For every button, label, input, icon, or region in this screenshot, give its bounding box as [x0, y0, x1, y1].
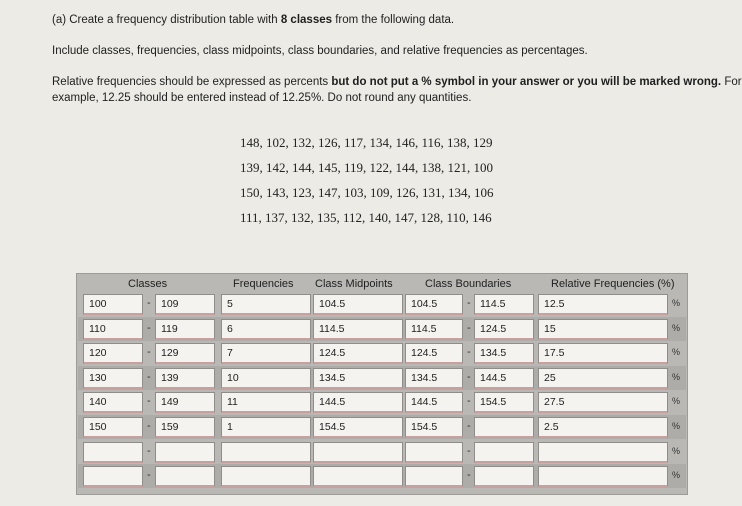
boundary-dash: - [467, 321, 471, 334]
instruction-line-1 [52, 14, 454, 26]
input-b-low[interactable] [405, 466, 463, 487]
input-b-high[interactable]: 124.5 [474, 319, 534, 340]
frequency-table [76, 273, 688, 495]
class-dash: - [147, 346, 151, 359]
table-row [78, 390, 686, 414]
input-lower[interactable]: 100 [83, 294, 143, 315]
table-row [78, 415, 686, 439]
instruction-text: Relative frequencies should be expressed as percents [52, 76, 332, 88]
input-mid[interactable] [313, 442, 403, 463]
input-rel[interactable]: 2.5 [538, 417, 668, 438]
input-b-low[interactable]: 154.5 [405, 417, 463, 438]
table-row [78, 464, 686, 488]
class-dash: - [147, 420, 151, 432]
table-row [78, 292, 686, 316]
input-rel[interactable]: 17.5 [538, 343, 668, 364]
input-freq[interactable]: 10 [221, 368, 311, 389]
input-freq[interactable] [221, 442, 311, 463]
input-lower[interactable]: 150 [83, 417, 143, 438]
instruction-bold: but do not put a % symbol in your answer or you will be marked wrong. [331, 76, 722, 88]
input-rel[interactable]: 25 [538, 368, 668, 389]
input-b-low[interactable]: 114.5 [405, 319, 463, 340]
header-classes: Classes [128, 278, 168, 290]
table-row [78, 440, 686, 464]
input-lower[interactable]: 110 [83, 319, 143, 340]
input-mid[interactable]: 144.5 [313, 392, 403, 413]
instruction-text: For [721, 76, 742, 88]
class-dash: - [147, 469, 151, 482]
class-dash: - [147, 370, 151, 383]
percent-sign: % [672, 421, 681, 431]
input-freq[interactable]: 7 [221, 343, 311, 364]
input-upper[interactable]: 139 [155, 368, 215, 389]
header-relative: Relative Frequencies (%) [551, 278, 675, 290]
table-row [78, 341, 686, 365]
data-line: 139, 142, 144, 145, 119, 122, 144, 138, 121, 100 [240, 160, 494, 175]
input-b-high[interactable]: 154.5 [474, 392, 534, 413]
header-frequencies: Frequencies [233, 278, 294, 290]
table-row [78, 317, 686, 341]
input-freq[interactable]: 5 [221, 294, 311, 315]
class-dash: - [147, 444, 151, 457]
class-dash: - [147, 321, 151, 334]
input-b-high[interactable]: 144.5 [474, 368, 534, 389]
input-freq[interactable]: 6 [221, 319, 311, 340]
data-line: 150, 143, 123, 147, 103, 109, 126, 131, 134, 106 [240, 185, 494, 200]
input-rel[interactable]: 27.5 [538, 392, 668, 413]
instruction-line-2: Include classes, frequencies, class midpoints, class boundaries, and relative frequencies as percentages. [52, 45, 588, 57]
input-b-high[interactable]: 114.5 [474, 294, 534, 315]
percent-sign: % [672, 298, 681, 308]
input-upper[interactable] [155, 466, 215, 487]
input-freq[interactable]: 11 [221, 392, 311, 413]
input-mid[interactable]: 104.5 [313, 294, 403, 315]
boundary-dash: - [467, 395, 471, 408]
input-upper[interactable]: 159 [155, 417, 215, 438]
input-freq[interactable]: 1 [221, 417, 311, 438]
percent-sign: % [672, 396, 681, 407]
input-b-high[interactable] [474, 417, 534, 438]
percent-sign: % [672, 445, 681, 456]
boundary-dash: - [467, 420, 471, 432]
header-boundaries: Class Boundaries [425, 278, 512, 290]
input-upper[interactable]: 119 [155, 319, 215, 340]
input-lower[interactable]: 120 [83, 343, 143, 364]
input-rel[interactable] [538, 442, 668, 463]
boundary-dash: - [467, 444, 471, 457]
input-b-high[interactable] [474, 466, 534, 487]
percent-sign: % [672, 347, 681, 358]
input-mid[interactable]: 114.5 [313, 319, 403, 340]
instruction-line-3 [52, 76, 742, 88]
table-row [78, 366, 686, 390]
percent-sign: % [672, 371, 681, 382]
input-upper[interactable]: 109 [155, 294, 215, 315]
input-upper[interactable]: 149 [155, 392, 215, 413]
input-b-high[interactable]: 134.5 [474, 343, 534, 364]
class-dash: - [147, 395, 151, 408]
instruction-bold: 8 classes [280, 14, 333, 26]
percent-sign: % [672, 470, 681, 481]
boundary-dash: - [467, 346, 471, 359]
boundary-dash: - [467, 370, 471, 383]
input-freq[interactable] [221, 466, 311, 487]
input-b-low[interactable]: 104.5 [405, 294, 463, 315]
input-mid[interactable]: 124.5 [313, 343, 403, 364]
input-b-low[interactable]: 134.5 [405, 368, 463, 389]
input-lower[interactable]: 130 [83, 368, 143, 389]
input-lower[interactable] [83, 466, 143, 487]
data-line: 111, 137, 132, 135, 112, 140, 147, 128, 110, 146 [240, 210, 492, 225]
header-midpoints: Class Midpoints [315, 278, 393, 290]
input-b-high[interactable] [474, 442, 534, 463]
input-b-low[interactable] [405, 442, 463, 463]
percent-sign: % [672, 322, 681, 333]
input-b-low[interactable]: 124.5 [405, 343, 463, 364]
instruction-text: from the following data. [332, 14, 455, 26]
input-lower[interactable] [83, 442, 143, 463]
input-mid[interactable]: 154.5 [313, 417, 403, 438]
input-rel[interactable]: 12.5 [538, 294, 668, 315]
data-values [240, 130, 494, 230]
input-rel[interactable] [538, 466, 668, 487]
input-mid[interactable] [313, 466, 403, 487]
input-mid[interactable]: 134.5 [313, 368, 403, 389]
input-lower[interactable]: 140 [83, 392, 143, 413]
boundary-dash: - [467, 297, 471, 309]
input-upper[interactable]: 129 [155, 343, 215, 364]
input-rel[interactable]: 15 [538, 319, 668, 340]
input-b-low[interactable]: 144.5 [405, 392, 463, 413]
class-dash: - [147, 297, 151, 309]
instruction-text: (a) Create a frequency distribution table with [52, 14, 281, 26]
data-line: 148, 102, 132, 126, 117, 134, 146, 116, 138, 129 [240, 135, 493, 150]
boundary-dash: - [467, 469, 471, 482]
instruction-line-4: example, 12.25 should be entered instead of 12.25%. Do not round any quantities. [52, 92, 472, 104]
input-upper[interactable] [155, 442, 215, 463]
